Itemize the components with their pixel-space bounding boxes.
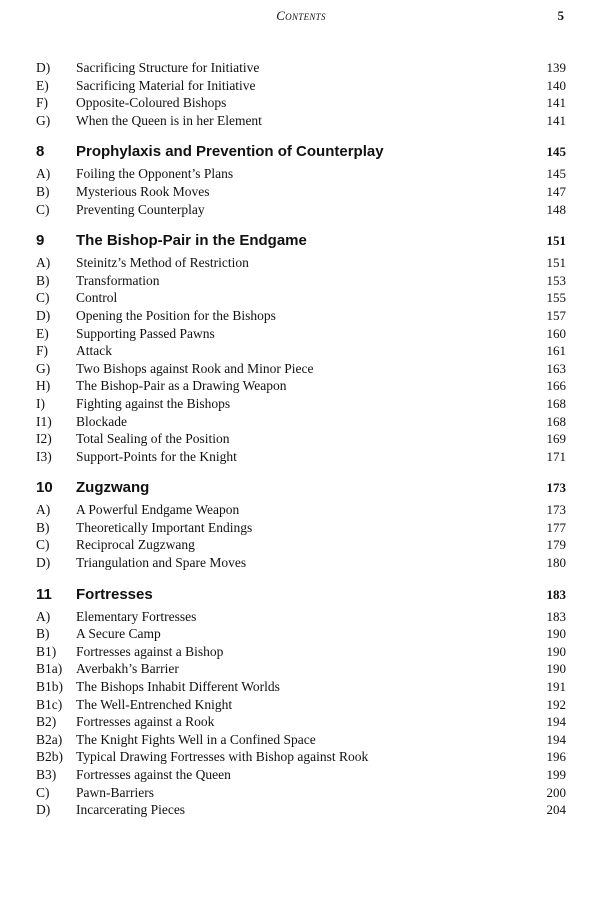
toc-entry xyxy=(36,626,566,644)
chapter-title: Prophylaxis and Prevention of Counterplay xyxy=(76,143,384,161)
running-title: Contents xyxy=(276,8,326,23)
entry-label: B1b) xyxy=(36,679,63,695)
entry-page: 180 xyxy=(546,555,566,571)
entry-title: Sacrificing Structure for Initiative xyxy=(76,60,260,75)
entry-page: 204 xyxy=(546,802,566,818)
entry-label: B1c) xyxy=(36,696,63,712)
toc-entry xyxy=(36,95,566,113)
entry-label: D) xyxy=(36,555,51,571)
chapter-title: Zugzwang xyxy=(76,479,150,497)
toc-entry xyxy=(36,749,566,767)
entry-label: C) xyxy=(36,290,50,306)
toc-entry xyxy=(36,714,566,732)
entry-label: B2b) xyxy=(36,749,63,765)
entry-label: B2) xyxy=(36,714,57,730)
entry-page: 166 xyxy=(546,378,566,394)
entry-title: Triangulation and Spare Moves xyxy=(76,555,247,571)
entry-label: H) xyxy=(36,378,51,394)
entry-label: A) xyxy=(36,608,51,624)
entry-label: E) xyxy=(36,325,49,341)
toc-entry xyxy=(36,361,566,379)
chapter-page: 173 xyxy=(546,480,566,496)
toc-entry xyxy=(36,449,566,467)
toc-entry xyxy=(36,290,566,308)
chapter-title: Fortresses xyxy=(76,585,153,603)
toc-entry xyxy=(36,802,566,820)
entry-label: B1) xyxy=(36,643,57,659)
entry-label: B3) xyxy=(36,767,57,782)
entry-label: C) xyxy=(36,784,50,800)
entry-label: C) xyxy=(36,201,50,217)
toc-entry xyxy=(36,166,566,184)
entry-page: 155 xyxy=(546,290,566,306)
entry-title: Mysterious Rook Moves xyxy=(76,183,210,199)
toc-entry xyxy=(36,697,566,715)
toc-entry xyxy=(36,113,566,131)
toc-entry xyxy=(36,502,566,520)
entry-page: 161 xyxy=(546,343,566,359)
entry-label: B) xyxy=(36,183,50,199)
toc-entry xyxy=(36,60,566,78)
entry-title: Supporting Passed Pawns xyxy=(76,325,215,341)
entry-label: I) xyxy=(36,395,45,411)
entry-page: 141 xyxy=(546,112,566,128)
page-number: 5 xyxy=(557,8,564,23)
entry-label: B) xyxy=(36,626,50,642)
entry-label: G) xyxy=(36,360,51,376)
entry-label: B) xyxy=(36,272,50,288)
chapter-title: The Bishop-Pair in the Endgame xyxy=(76,232,307,250)
chapter-section xyxy=(36,586,566,820)
entry-page: 153 xyxy=(546,272,566,288)
entry-title: Fortresses against the Queen xyxy=(76,767,231,782)
entry-page: 140 xyxy=(546,77,566,93)
entry-label: I2) xyxy=(36,431,52,447)
entry-page: 190 xyxy=(546,661,566,677)
entry-page: 147 xyxy=(546,183,566,199)
entry-title: Fighting against the Bishops xyxy=(76,395,231,411)
entry-page: 151 xyxy=(546,255,566,271)
entry-title: Total Sealing of the Position xyxy=(76,431,230,447)
toc-entry xyxy=(36,609,566,627)
entry-title: The Knight Fights Well in a Confined Space xyxy=(76,731,316,747)
entry-page: 141 xyxy=(546,95,566,111)
entry-title: Fortresses against a Rook xyxy=(76,714,215,730)
entry-title: Two Bishops against Rook and Minor Piece xyxy=(76,360,314,376)
entry-title: Steinitz’s Method of Restriction xyxy=(76,255,249,271)
toc-entry xyxy=(36,326,566,344)
chapter-page: 145 xyxy=(546,144,566,160)
entry-page: 190 xyxy=(546,626,566,642)
entry-page: 168 xyxy=(546,395,566,411)
chapter-heading xyxy=(36,232,566,253)
entry-label: D) xyxy=(36,307,51,323)
toc-entry xyxy=(36,431,566,449)
entry-title: Opening the Position for the Bishops xyxy=(76,307,276,323)
entry-label: D) xyxy=(36,60,51,75)
toc-entry xyxy=(36,644,566,662)
entry-page: 157 xyxy=(546,307,566,323)
entry-page: 196 xyxy=(546,749,566,765)
entry-title: The Bishops Inhabit Different Worlds xyxy=(76,679,280,695)
entry-title: Transformation xyxy=(76,272,160,288)
toc-entry xyxy=(36,273,566,291)
toc-entry xyxy=(36,520,566,538)
entry-label: D) xyxy=(36,802,51,818)
entry-title: Attack xyxy=(76,343,112,359)
chapter-number: 11 xyxy=(36,585,52,603)
entry-title: Typical Drawing Fortresses with Bishop against Rook xyxy=(76,749,369,765)
entry-label: B1a) xyxy=(36,661,63,677)
entry-page: 171 xyxy=(546,448,566,464)
entry-label: C) xyxy=(36,537,50,553)
entry-title: Blockade xyxy=(76,413,127,429)
toc-entry xyxy=(36,255,566,273)
entry-page: 192 xyxy=(546,696,566,712)
toc-entry xyxy=(36,343,566,361)
entry-title: Sacrificing Material for Initiative xyxy=(76,77,256,93)
entry-page: 160 xyxy=(546,325,566,341)
page-header xyxy=(36,8,566,26)
entry-title: Preventing Counterplay xyxy=(76,201,205,217)
continuation-section xyxy=(36,60,566,130)
entry-page: 199 xyxy=(546,767,566,782)
chapter-number: 8 xyxy=(36,143,45,161)
chapter-section xyxy=(36,232,566,466)
chapter-page: 183 xyxy=(546,586,566,602)
toc-entry xyxy=(36,396,566,414)
chapter-heading xyxy=(36,479,566,500)
entry-label: F) xyxy=(36,343,49,359)
toc-entry xyxy=(36,414,566,432)
chapter-heading xyxy=(36,586,566,607)
entry-title: Elementary Fortresses xyxy=(76,608,197,624)
entry-title: Averbakh’s Barrier xyxy=(76,661,179,677)
entry-title: A Powerful Endgame Weapon xyxy=(76,502,240,518)
entry-label: A) xyxy=(36,502,51,518)
chapter-heading xyxy=(36,143,566,164)
toc-entry xyxy=(36,78,566,96)
entry-title: The Well-Entrenched Knight xyxy=(76,696,233,712)
toc-entry xyxy=(36,767,566,785)
entry-title: When the Queen is in her Element xyxy=(76,112,262,128)
entry-title: Foiling the Opponent’s Plans xyxy=(76,166,234,182)
toc-entry xyxy=(36,184,566,202)
toc-entry xyxy=(36,308,566,326)
entry-label: B) xyxy=(36,519,50,535)
entry-label: E) xyxy=(36,77,49,93)
chapter-number: 9 xyxy=(36,232,45,250)
toc-entry xyxy=(36,378,566,396)
chapters-list xyxy=(36,143,566,819)
toc-entry xyxy=(36,555,566,573)
entry-page: 168 xyxy=(546,413,566,429)
entry-label: A) xyxy=(36,166,51,182)
chapter-section xyxy=(36,479,566,572)
toc-entry xyxy=(36,537,566,555)
toc-entry xyxy=(36,661,566,679)
entry-title: Reciprocal Zugzwang xyxy=(76,537,195,553)
entry-title: The Bishop-Pair as a Drawing Weapon xyxy=(76,378,287,394)
entry-page: 173 xyxy=(546,502,566,518)
entry-label: A) xyxy=(36,255,51,271)
entry-title: Opposite-Coloured Bishops xyxy=(76,95,227,111)
toc-entry xyxy=(36,202,566,220)
entry-page: 200 xyxy=(546,784,566,800)
entry-page: 139 xyxy=(546,60,566,75)
chapter-page: 151 xyxy=(546,233,566,249)
entry-page: 194 xyxy=(546,731,566,747)
entry-page: 145 xyxy=(546,166,566,182)
entry-page: 190 xyxy=(546,643,566,659)
entry-label: G) xyxy=(36,112,51,128)
entry-title: Control xyxy=(76,290,118,306)
entry-title: Fortresses against a Bishop xyxy=(76,643,224,659)
chapter-section xyxy=(36,143,566,219)
entry-page: 179 xyxy=(546,537,566,553)
entry-label: I3) xyxy=(36,448,52,464)
table-of-contents xyxy=(36,60,566,820)
entry-page: 177 xyxy=(546,519,566,535)
entry-label: I1) xyxy=(36,413,52,429)
entry-page: 183 xyxy=(546,608,566,624)
chapter-number: 10 xyxy=(36,479,53,497)
toc-entry xyxy=(36,679,566,697)
entry-label: F) xyxy=(36,95,49,111)
entry-page: 191 xyxy=(546,679,566,695)
entry-title: Theoretically Important Endings xyxy=(76,519,253,535)
entry-title: A Secure Camp xyxy=(76,626,161,642)
entry-page: 169 xyxy=(546,431,566,447)
entry-title: Pawn-Barriers xyxy=(76,784,154,800)
entry-page: 148 xyxy=(546,201,566,217)
entry-title: Incarcerating Pieces xyxy=(76,802,186,818)
entry-label: B2a) xyxy=(36,731,63,747)
entry-page: 194 xyxy=(546,714,566,730)
entry-title: Support-Points for the Knight xyxy=(76,448,237,464)
toc-entry xyxy=(36,732,566,750)
toc-entry xyxy=(36,785,566,803)
entry-page: 163 xyxy=(546,360,566,376)
